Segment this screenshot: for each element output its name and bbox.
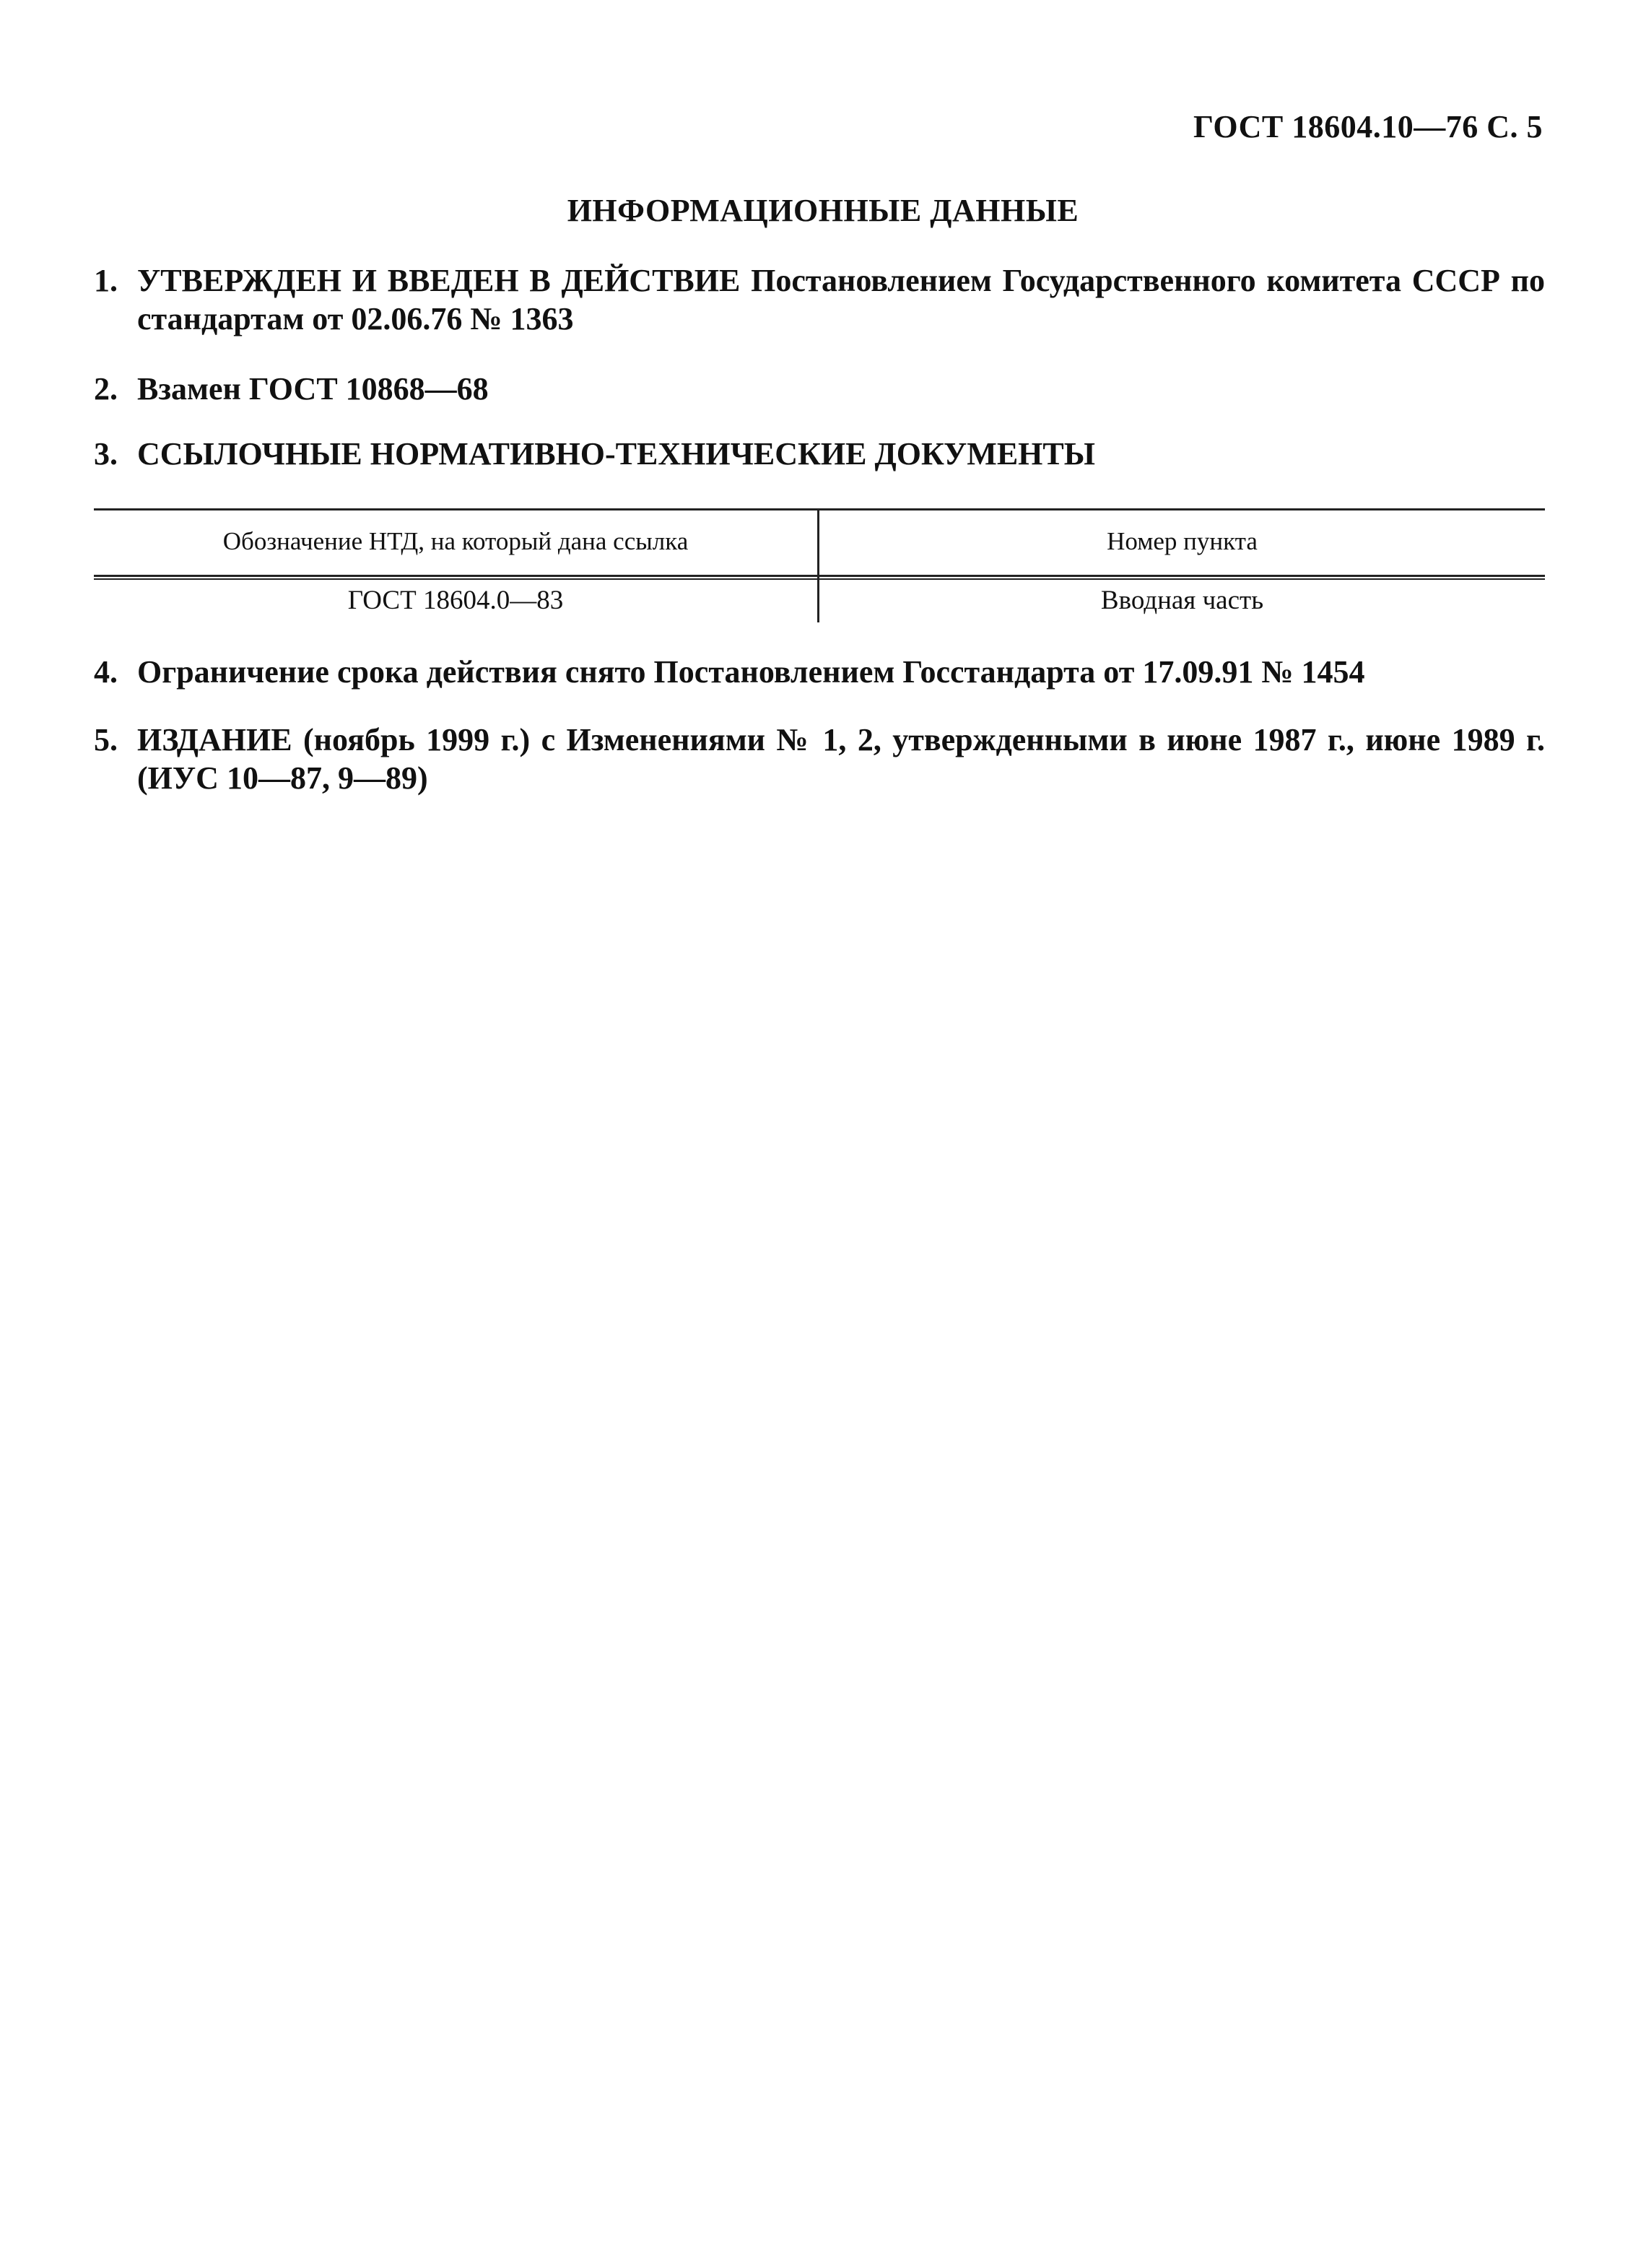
item-number: 1. [94, 263, 118, 298]
info-item-4 [94, 653, 1545, 691]
table-cell-designation: ГОСТ 18604.0—83 [347, 586, 564, 615]
info-item-2 [94, 370, 1545, 408]
info-item-1 [94, 261, 1545, 338]
item-text: ССЫЛОЧНЫЕ НОРМАТИВНО-ТЕХНИЧЕСКИЕ ДОКУМЕНТЫ [137, 436, 1095, 472]
table-header-rule-secondary [94, 578, 1545, 580]
info-item-5 [94, 721, 1545, 797]
table-top-rule [94, 508, 1545, 510]
info-item-3 [94, 435, 1545, 473]
item-text: Взамен ГОСТ 10868—68 [137, 371, 489, 407]
item-number: 4. [94, 654, 118, 690]
item-text: УТВЕРЖДЕН И ВВЕДЕН В ДЕЙСТВИЕ Постановлением Государственного комитета СССР по стандартам от 02.06.76 № 1363 [137, 263, 1545, 336]
page-header: ГОСТ 18604.10—76 С. 5 [1193, 109, 1543, 144]
table-header-designation: Обозначение НТД, на который дана ссылка [222, 527, 689, 555]
table-cell-clause: Вводная часть [1100, 586, 1264, 615]
item-number: 5. [94, 722, 118, 757]
table-header-clause: Номер пункта [1107, 527, 1258, 555]
table-header-rule [94, 575, 1545, 577]
reference-documents-table [94, 508, 1545, 622]
document-title: ИНФОРМАЦИОННЫЕ ДАННЫЕ [567, 193, 1079, 228]
item-number: 2. [94, 371, 118, 407]
item-number: 3. [94, 436, 118, 472]
item-text: ИЗДАНИЕ (ноябрь 1999 г.) с Изменениями № 1, 2, утвержденными в июне 1987 г., июне 1989 г. (ИУС 10—87, 9—89) [137, 722, 1545, 796]
item-text: Ограничение срока действия снято Постановлением Госстандарта от 17.09.91 № 1454 [137, 654, 1365, 690]
